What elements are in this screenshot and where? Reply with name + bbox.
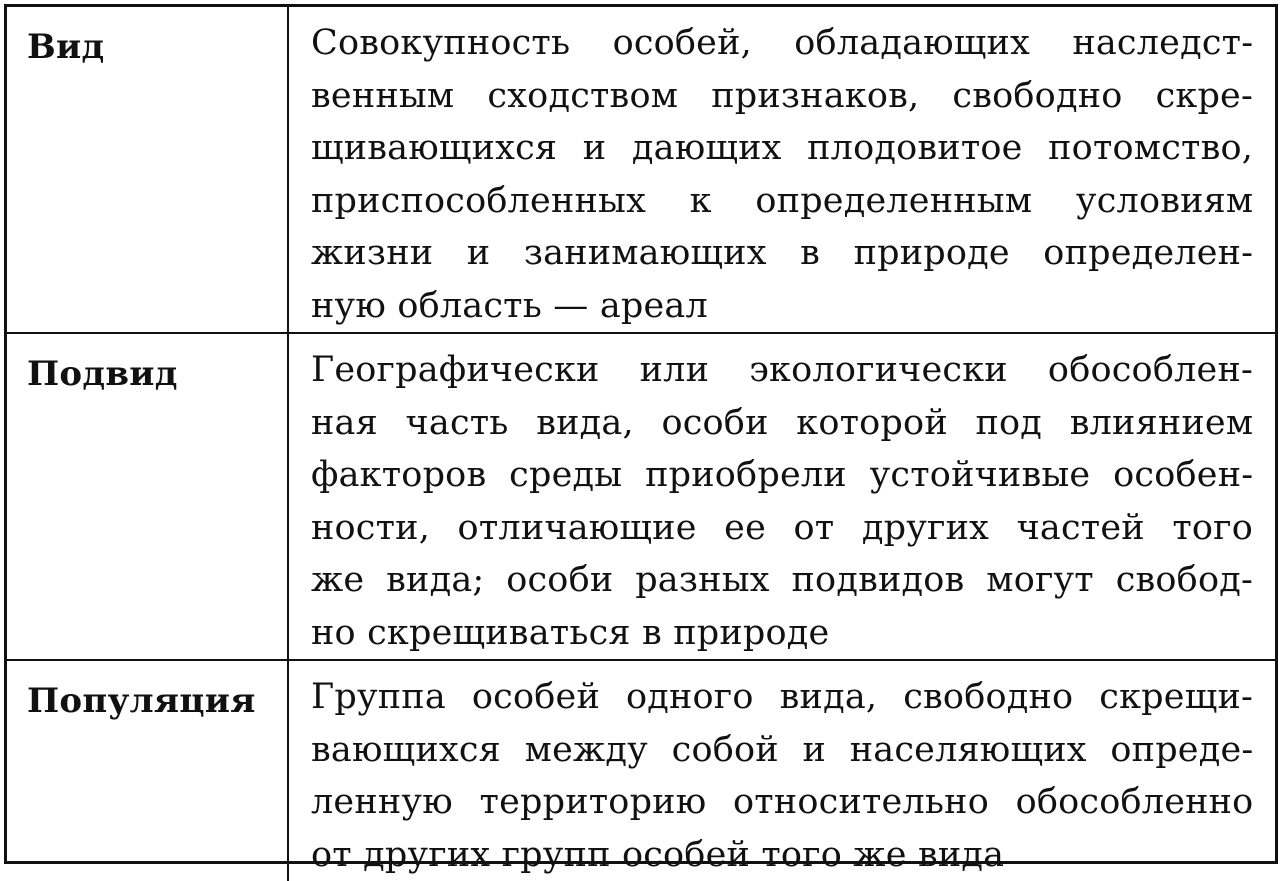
definition-line: ности, отличающие ее от других частей того [311,502,1253,555]
definition-line: но скрещиваться в природе [311,607,1253,660]
definition-line: Географически или экологически обособлен- [311,344,1253,397]
definition-cell [288,660,1275,881]
definition-line: же вида; особи разных подвидов могут свобод- [311,554,1253,607]
term-label: Популяция [27,681,256,721]
term-cell [7,333,288,660]
table-row-species [7,7,1275,333]
definition-line: Группа особей одного вида, свободно скрещи- [311,671,1253,724]
table-row-subspecies [7,333,1275,660]
definition-line: щивающихся и дающих плодовитое потомство, [311,122,1253,175]
definition-cell [288,7,1275,333]
definition-line: ленную территорию относительно обособленно [311,776,1253,829]
definitions-table [4,4,1278,864]
definition-line: от других групп особей того же вида [311,829,1253,881]
table-row-population [7,660,1275,881]
definition-line: Совокупность особей, обладающих наследст- [311,17,1253,70]
term-label: Вид [27,27,105,67]
definition-line: вающихся между собой и населяющих опреде- [311,724,1253,777]
definition-line: ную область — ареал [311,280,1253,333]
definition-line: приспособленных к определенным условиям [311,175,1253,228]
definition-line: ная часть вида, особи которой под влиянием [311,397,1253,450]
definition-line: венным сходством признаков, свободно скре- [311,70,1253,123]
definition-line: жизни и занимающих в природе определен- [311,227,1253,280]
term-cell [7,660,288,881]
term-cell [7,7,288,333]
definition-line: факторов среды приобрели устойчивые особен- [311,449,1253,502]
definitions-table-grid [7,7,1275,881]
term-label: Подвид [27,354,178,394]
definition-cell [288,333,1275,660]
